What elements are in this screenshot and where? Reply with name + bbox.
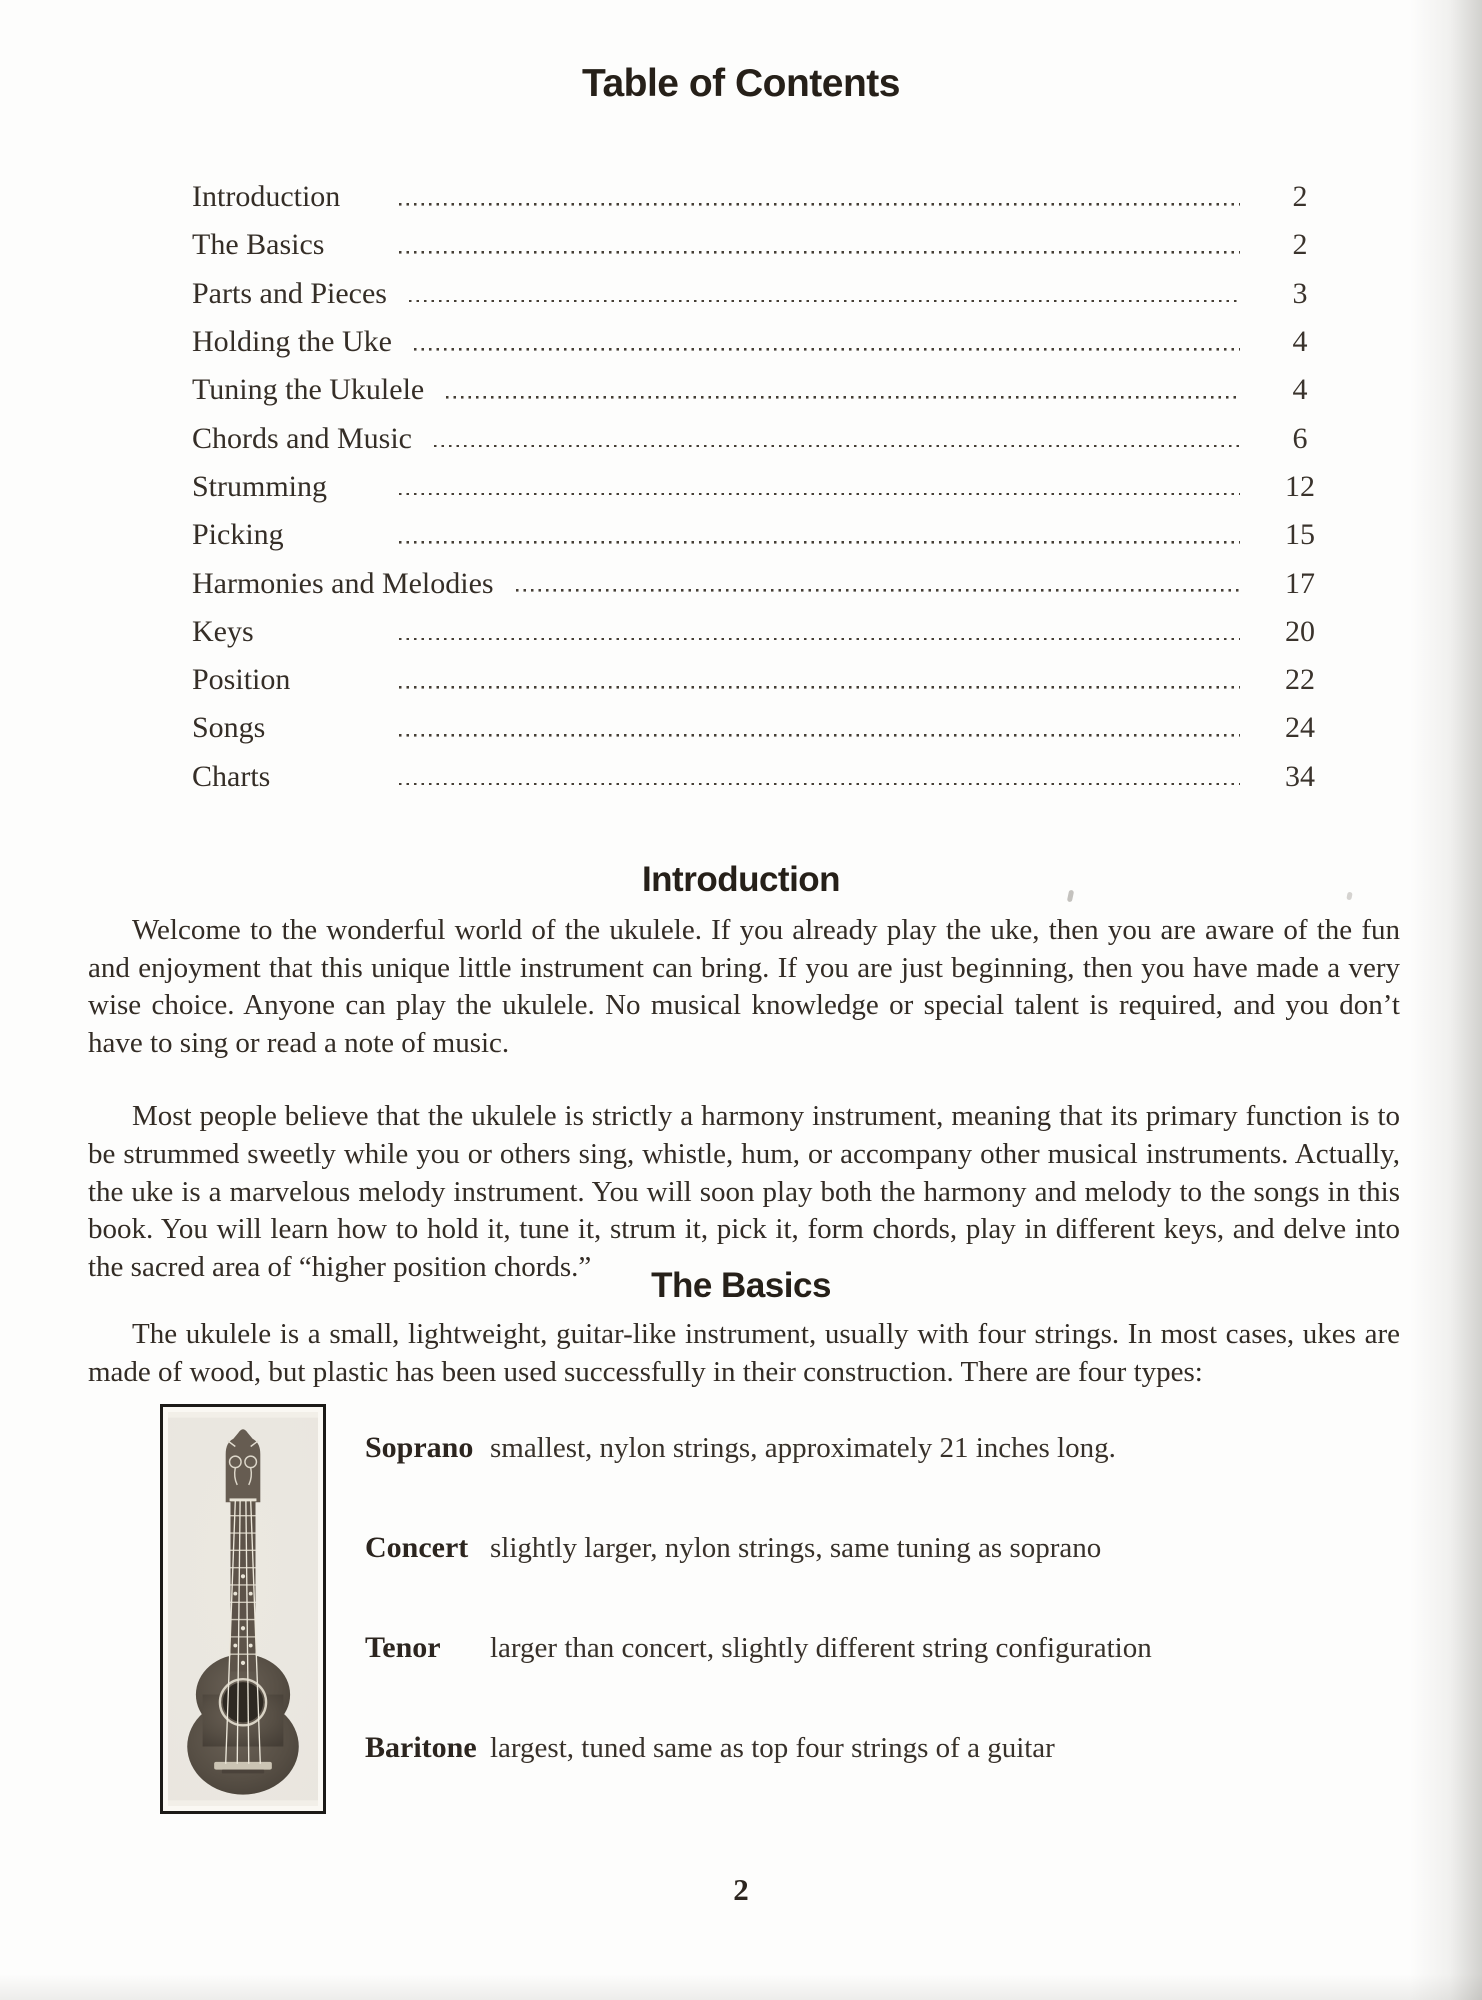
toc-row <box>192 656 1342 704</box>
toc-entry-page: 17 <box>1285 566 1315 600</box>
toc-entry-label: Strumming <box>192 469 328 503</box>
toc-dot-leader <box>446 396 1240 399</box>
toc-row <box>192 270 1342 318</box>
toc-row <box>192 704 1342 752</box>
basics-paragraph: The ukulele is a small, lightweight, guitar-like instrument, usually with four strings. In most cases, ukes are made of wood, but plastic has been used successfully in their construction. There are four types: <box>88 1318 1400 1388</box>
toc-dot-leader <box>409 299 1240 302</box>
toc-dot-leader <box>399 492 1240 495</box>
toc-entry-page: 2 <box>1292 228 1308 262</box>
toc-row <box>192 221 1342 269</box>
toc-entry-label: Charts <box>192 759 271 793</box>
toc-entry-page: 34 <box>1285 759 1315 793</box>
toc-dot-leader <box>399 637 1240 640</box>
toc-entry-label: Parts and Pieces <box>192 276 387 310</box>
introduction-paragraph-2: Most people believe that the ukulele is strictly a harmony instrument, meaning that its primary function is to be strummed sweetly while you or others sing, whistle, hum, or accompany other musical instruments. Actually, the uke is a marvelous melody instrument. You will soon play both the harmony and melody to the songs in this book. You will learn how to hold it, tune it, strum it, pick it, form chords, play in different keys, and delve into the sacred area of “higher position chords.” <box>88 1100 1400 1283</box>
toc-entry-label: Picking <box>192 518 284 552</box>
toc-entry-label: Keys <box>192 614 254 648</box>
ukulele-illustration <box>168 1412 318 1806</box>
ukulele-type-row <box>365 1398 1265 1498</box>
ukulele-type-description: larger than concert, slightly different string configuration <box>490 1631 1152 1664</box>
ukulele-type-name: Baritone <box>365 1731 477 1764</box>
toc-entry-page: 3 <box>1292 276 1308 310</box>
toc-entry-label: Harmonies and Melodies <box>192 566 494 600</box>
toc-dot-leader <box>434 444 1240 447</box>
toc-entry-label: Chords and Music <box>192 421 412 455</box>
toc-entry-page: 24 <box>1285 711 1315 745</box>
toc-entry-page: 20 <box>1285 614 1315 648</box>
toc-entry-label: Holding the Uke <box>192 325 392 359</box>
toc-dot-leader <box>516 589 1240 592</box>
toc-row <box>192 366 1342 414</box>
introduction-heading: Introduction <box>641 860 841 899</box>
soprano-ukulele-photo <box>160 1404 326 1814</box>
toc-entry-page: 4 <box>1292 373 1308 407</box>
basics-heading: The Basics <box>651 1266 831 1305</box>
toc-entry-label: Tuning the Ukulele <box>192 373 425 407</box>
toc-entry-page: 22 <box>1285 663 1315 697</box>
ukulele-type-name: Tenor <box>365 1631 441 1664</box>
ukulele-type-name: Concert <box>365 1531 469 1564</box>
toc-row <box>192 608 1342 656</box>
toc-entry-label: The Basics <box>192 228 325 262</box>
ukulele-type-row <box>365 1598 1265 1698</box>
toc-row <box>192 318 1342 366</box>
toc-entry-page: 6 <box>1292 421 1308 455</box>
toc-entry-page: 15 <box>1285 518 1315 552</box>
ukulele-type-row <box>365 1498 1265 1598</box>
toc-row <box>192 173 1342 221</box>
ukulele-type-description: smallest, nylon strings, approximately 21 inches long. <box>490 1431 1116 1464</box>
ukulele-type-list <box>365 1398 1265 1798</box>
toc-entry-label: Introduction <box>192 180 341 214</box>
toc-row <box>192 753 1342 801</box>
toc-entry-page: 12 <box>1285 469 1315 503</box>
toc-entry-page: 2 <box>1292 180 1308 214</box>
toc-entry-label: Songs <box>192 711 266 745</box>
toc-row <box>192 511 1342 559</box>
ukulele-type-row <box>365 1698 1265 1798</box>
footer-page-number: 2 <box>733 1872 749 1907</box>
toc-dot-leader <box>399 203 1240 206</box>
toc-dot-leader <box>399 541 1240 544</box>
ukulele-type-description: slightly larger, nylon strings, same tuning as soprano <box>490 1531 1102 1564</box>
toc-row <box>192 559 1342 607</box>
toc-dot-leader <box>399 782 1240 785</box>
toc-entry-page: 4 <box>1292 325 1308 359</box>
toc-row <box>192 414 1342 462</box>
page-title: Table of Contents <box>582 62 900 105</box>
toc-dot-leader <box>399 251 1240 254</box>
toc-dot-leader <box>414 348 1240 351</box>
toc-dot-leader <box>399 734 1240 737</box>
toc-dot-leader <box>399 686 1240 689</box>
ukulele-type-description: largest, tuned same as top four strings of a guitar <box>490 1731 1055 1764</box>
introduction-paragraph-1: Welcome to the wonderful world of the ukulele. If you already play the uke, then you are aware of the fun and enjoyment that this unique little instrument can bring. If you are just beginning, then you have made a very wise choice. Anyone can play the ukulele. No musical knowledge or special talent is required, and you don’t have to sing or read a note of music. <box>88 914 1400 1059</box>
ukulele-type-name: Soprano <box>365 1431 474 1464</box>
introduction-paragraphs <box>88 912 1400 1322</box>
toc-list <box>192 173 1342 801</box>
toc-entry-label: Position <box>192 663 291 697</box>
toc-row <box>192 463 1342 511</box>
